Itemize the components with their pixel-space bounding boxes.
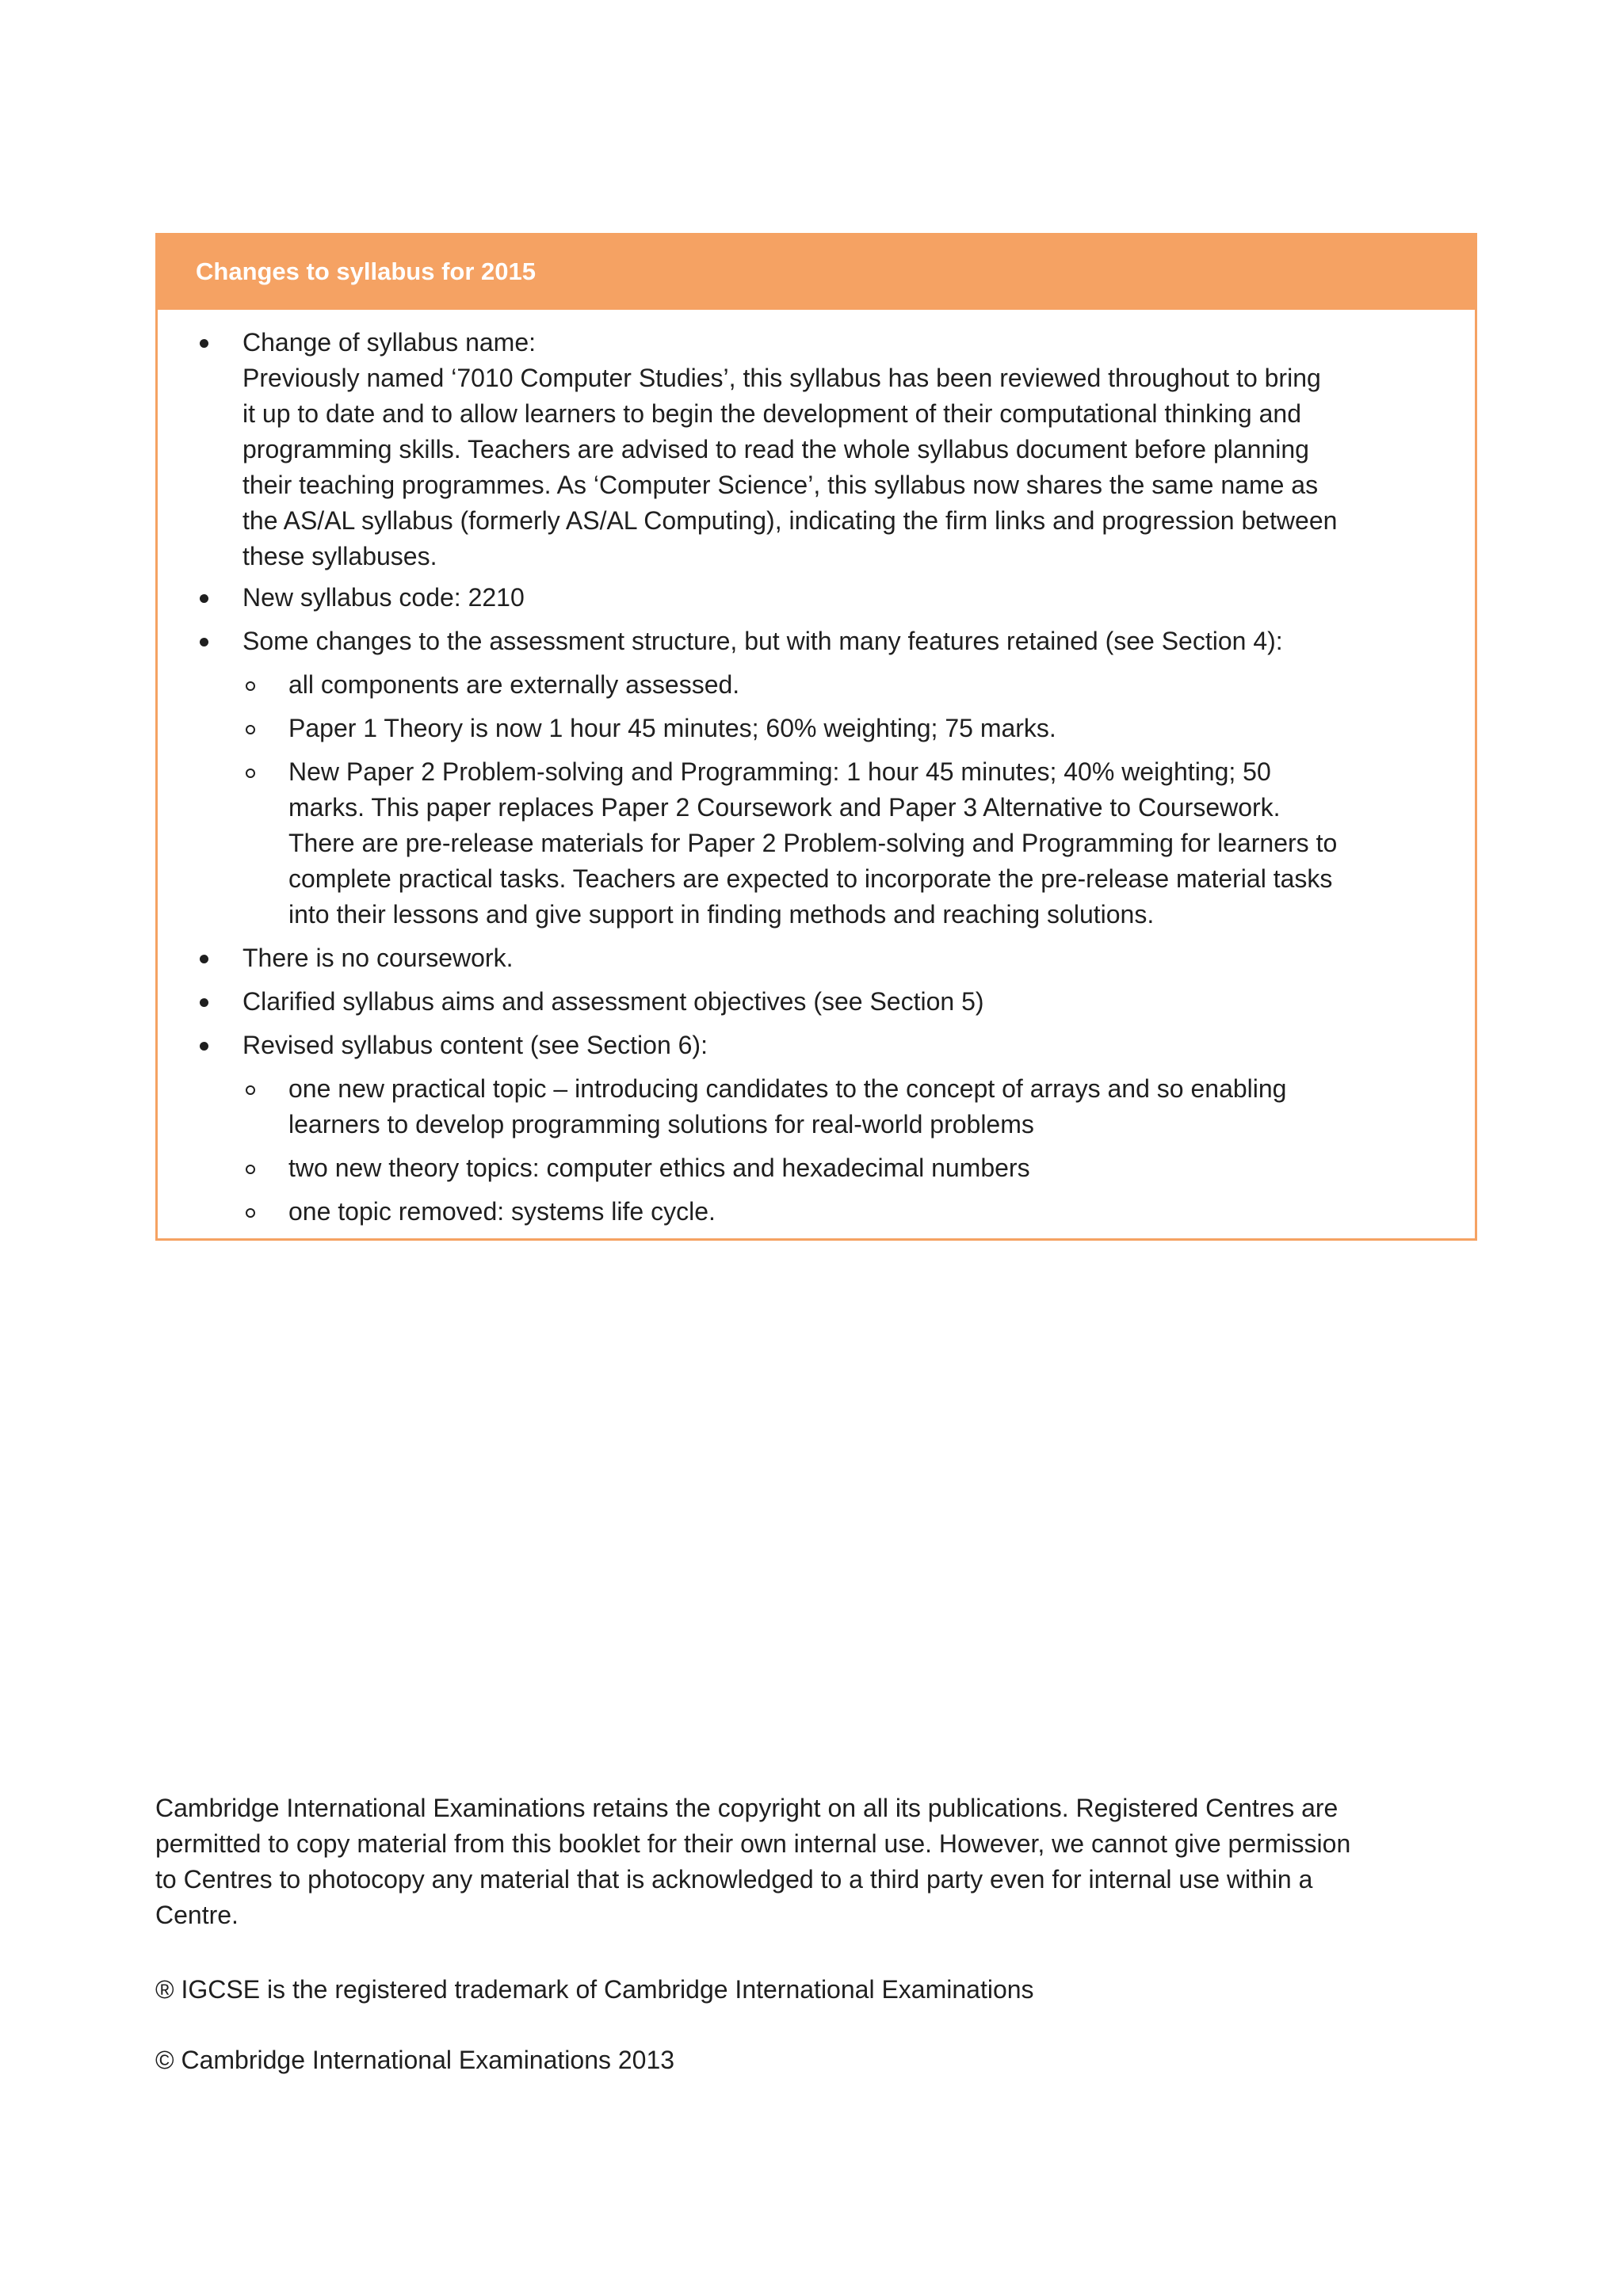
- bullet-circle-icon: [246, 1085, 255, 1095]
- bullet-circle-icon: [246, 1208, 255, 1218]
- list-item: Change of syllabus name: Previously named ‘7010 Computer Studies’, this syllabus has been reviewed throughout to bring it up to date and to allow learners to begin the development of their computational thinking and programming skills. Teachers are advised to read the whole syllabus document before planning their teaching programmes. As ‘Computer Science’, this syllabus now shares the same name as the AS/AL syllabus (formerly AS/AL Computing), indicating the firm links and progression between these syllabuses.: [242, 328, 1338, 570]
- bullet-circle-icon: [246, 681, 255, 691]
- bullet-dot-icon: [200, 998, 208, 1007]
- bullet-dot-icon: [200, 1042, 208, 1051]
- changes-box-title: Changes to syllabus for 2015: [196, 257, 536, 285]
- trademark-notice: ® IGCSE is the registered trademark of Cambridge International Examinations: [155, 1975, 1034, 2004]
- bullet-circle-icon: [246, 725, 255, 734]
- copyright-paragraph: Cambridge International Examinations retains the copyright on all its publications. Registered Centres are permitted to copy material from this booklet for their own internal use. However, we cannot give permission to Centres to photocopy any material that is acknowledged to a third party even for internal use within a Centre.: [155, 1794, 1351, 1929]
- list-item: Some changes to the assessment structure, but with many features retained (see Section 4):: [242, 627, 1283, 655]
- bullet-dot-icon: [200, 955, 208, 963]
- changes-box-header: [158, 235, 1475, 310]
- bullet-dot-icon: [200, 594, 208, 603]
- list-item: There is no coursework.: [242, 944, 514, 972]
- copyright-notice: © Cambridge International Examinations 2013: [155, 2046, 675, 2074]
- list-item: Revised syllabus content (see Section 6):: [242, 1031, 708, 1059]
- list-item: New syllabus code: 2210: [242, 583, 525, 612]
- bullet-dot-icon: [200, 339, 208, 348]
- list-item: all components are externally assessed.: [288, 670, 740, 699]
- list-item: New Paper 2 Problem-solving and Programming: 1 hour 45 minutes; 40% weighting; 50 marks. This paper replaces Paper 2 Coursework and Paper 3 Alternative to Coursework. There are pre-release materials for Paper 2 Problem-solving and Programming for learners to complete practical tasks. Teachers are expected to incorporate the pre-release material tasks into their lessons and give support in finding methods and reaching solutions.: [288, 757, 1338, 929]
- bullet-dot-icon: [200, 638, 208, 646]
- list-item: two new theory topics: computer ethics and hexadecimal numbers: [288, 1154, 1030, 1182]
- bullet-circle-icon: [246, 1165, 255, 1174]
- bullet-circle-icon: [246, 769, 255, 778]
- list-item: Paper 1 Theory is now 1 hour 45 minutes; 60% weighting; 75 marks.: [288, 714, 1056, 742]
- list-item: one new practical topic – introducing candidates to the concept of arrays and so enabling learners to develop programming solutions for real-world problems: [288, 1074, 1287, 1138]
- list-item: one topic removed: systems life cycle.: [288, 1197, 716, 1226]
- list-item: Clarified syllabus aims and assessment objectives (see Section 5): [242, 987, 984, 1016]
